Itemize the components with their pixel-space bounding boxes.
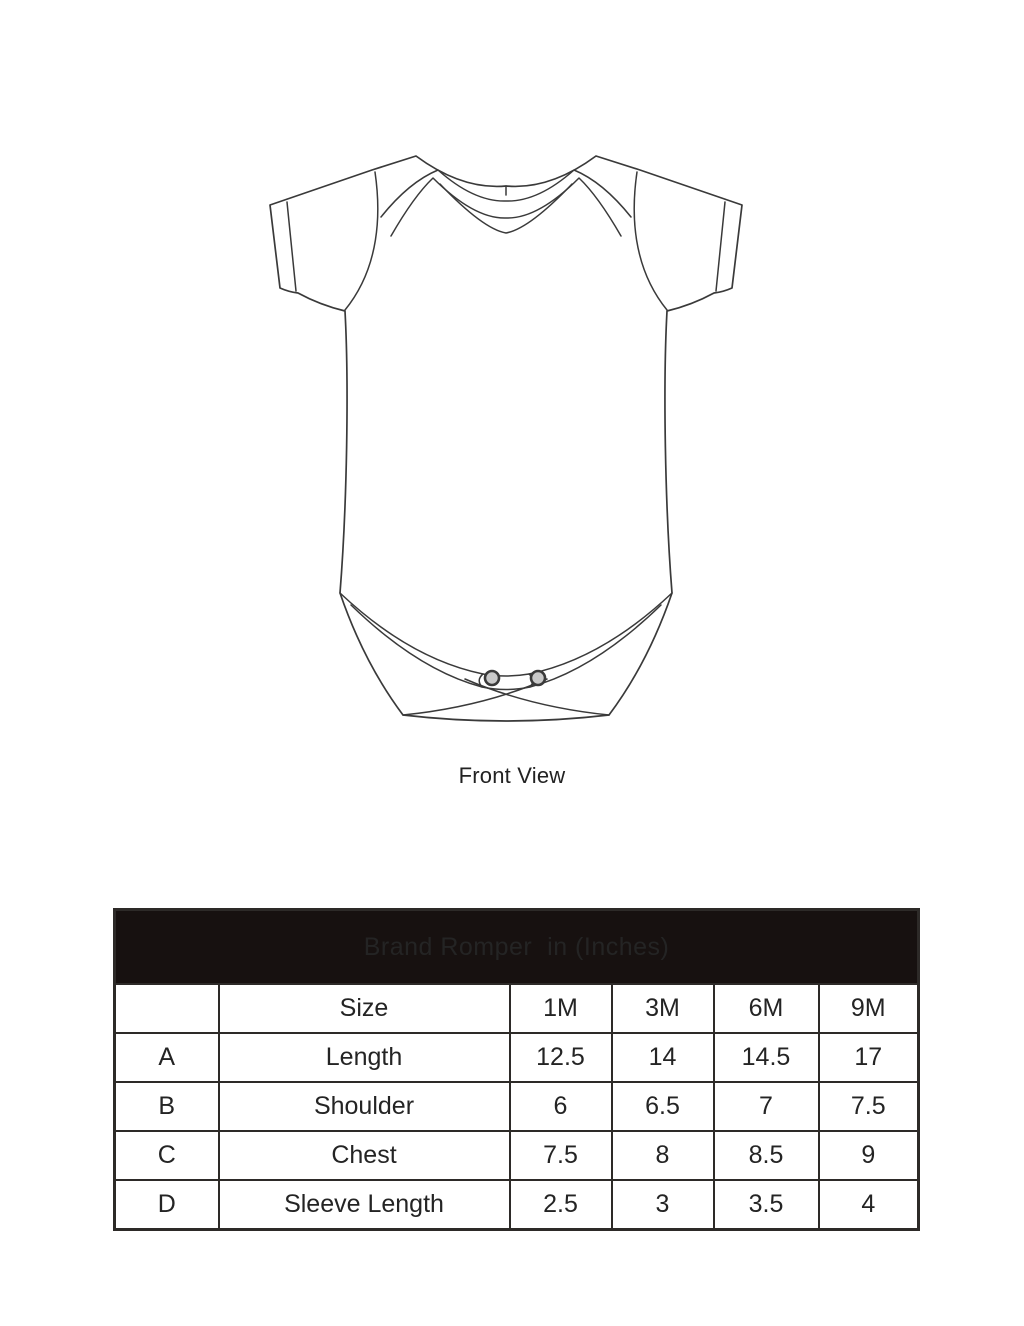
measure-label: Sleeve Length bbox=[219, 1180, 510, 1229]
left-leg-binding-top-line bbox=[340, 593, 483, 674]
age-column-header: 1M bbox=[510, 984, 612, 1033]
measure-value: 4 bbox=[819, 1180, 919, 1229]
measure-value: 2.5 bbox=[510, 1180, 612, 1229]
row-letter: B bbox=[115, 1082, 219, 1131]
measure-value: 6.5 bbox=[612, 1082, 714, 1131]
snap-button-left bbox=[485, 671, 499, 685]
measure-value: 6 bbox=[510, 1082, 612, 1131]
table-row-chest bbox=[115, 1131, 919, 1180]
measure-value: 9 bbox=[819, 1131, 919, 1180]
size-chart-title: Brand Romper in (Inches) bbox=[115, 910, 919, 985]
measure-value: 8.5 bbox=[714, 1131, 819, 1180]
measure-value: 8 bbox=[612, 1131, 714, 1180]
age-column-header: 6M bbox=[714, 984, 819, 1033]
measure-value: 17 bbox=[819, 1033, 919, 1082]
romper-line-art bbox=[270, 156, 742, 721]
table-row-length bbox=[115, 1033, 919, 1082]
size-header-cell: Size bbox=[219, 984, 510, 1033]
measure-value: 7.5 bbox=[819, 1082, 919, 1131]
measure-value: 3 bbox=[612, 1180, 714, 1229]
snap-button-right bbox=[531, 671, 545, 685]
table-row-sleeve-length bbox=[115, 1180, 919, 1229]
corner-cell bbox=[115, 984, 219, 1033]
column-header-row bbox=[115, 984, 919, 1033]
measure-value: 12.5 bbox=[510, 1033, 612, 1082]
row-letter: C bbox=[115, 1131, 219, 1180]
measure-value: 14.5 bbox=[714, 1033, 819, 1082]
size-chart-table bbox=[113, 908, 920, 1231]
measure-value: 14 bbox=[612, 1033, 714, 1082]
right-cuff-line bbox=[716, 202, 725, 291]
age-column-header: 3M bbox=[612, 984, 714, 1033]
row-letter: A bbox=[115, 1033, 219, 1082]
romper-front-view-sketch bbox=[250, 135, 762, 755]
romper-outline bbox=[270, 156, 742, 721]
right-leg-binding-top-line bbox=[529, 593, 672, 674]
measure-value: 3.5 bbox=[714, 1180, 819, 1229]
left-armhole-line bbox=[345, 172, 378, 310]
row-letter: D bbox=[115, 1180, 219, 1229]
table-row-shoulder bbox=[115, 1082, 919, 1131]
measure-value: 7.5 bbox=[510, 1131, 612, 1180]
table-title-row bbox=[115, 910, 919, 985]
right-armhole-line bbox=[634, 172, 667, 310]
front-view-caption: Front View bbox=[458, 763, 566, 788]
measure-label: Length bbox=[219, 1033, 510, 1082]
measure-label: Chest bbox=[219, 1131, 510, 1180]
age-column-header: 9M bbox=[819, 984, 919, 1033]
left-cuff-line bbox=[287, 202, 296, 291]
right-leg-binding-bottom-line bbox=[530, 605, 661, 687]
measure-value: 7 bbox=[714, 1082, 819, 1131]
measure-label: Shoulder bbox=[219, 1082, 510, 1131]
left-leg-binding-bottom-line bbox=[351, 605, 482, 687]
